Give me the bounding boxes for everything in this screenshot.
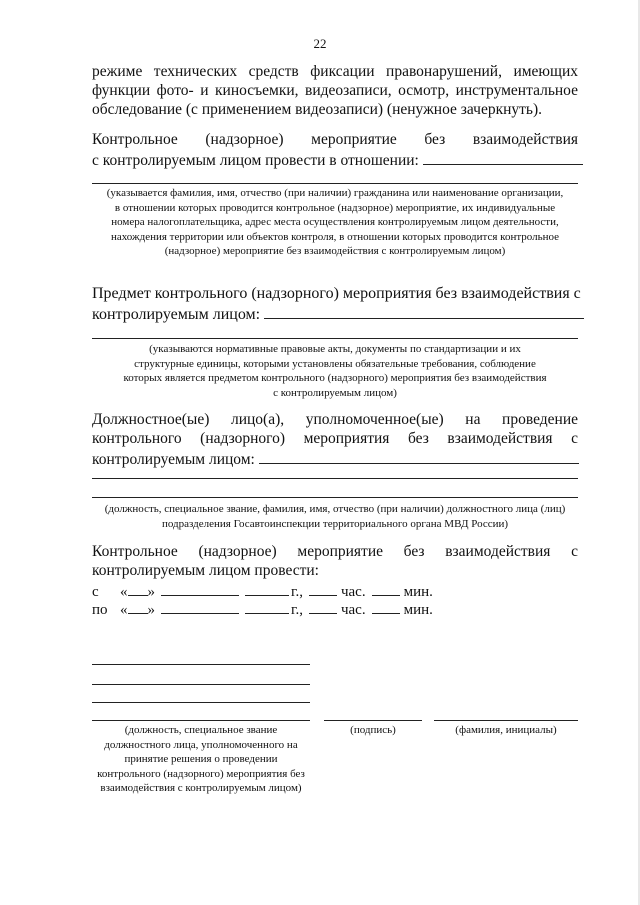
section4-text-1: Контрольное (надзорное) мероприятие без взаимодействия с — [92, 543, 578, 560]
to-day-field[interactable] — [128, 598, 148, 614]
section2-text-1: Предмет контрольного (надзорного) мероприятия без взаимодействия с — [92, 285, 581, 302]
signature-position-line-2[interactable] — [92, 684, 310, 685]
from-day-field[interactable] — [128, 580, 148, 596]
section3-text-2: контрольного (надзорного) мероприятия без взаимодействия с — [92, 430, 578, 447]
from-minute-field[interactable] — [372, 580, 400, 596]
signature-line[interactable] — [324, 720, 422, 721]
to-year-suffix: г., — [291, 602, 303, 618]
section3-underline-2[interactable] — [92, 497, 578, 498]
section1-line-1 — [92, 130, 578, 149]
intro-line-3: обследование (с применением видеозаписи) (ненужное зачеркнуть). — [92, 101, 543, 118]
to-month-field[interactable] — [161, 598, 239, 614]
intro-line-2 — [92, 81, 578, 100]
section2-subject-field[interactable] — [264, 303, 584, 319]
signature-position-caption: (должность, специальное звание должностного лица, уполномоченного на принятие решения о проведении контрольного (надзорного) мероприятия без взаимодействия с контролируемым лицом) — [97, 724, 305, 794]
name-initials-line[interactable] — [434, 720, 578, 721]
from-hour-field[interactable] — [309, 580, 337, 596]
section3-caption: (должность, специальное звание, фамилия, имя, отчество (при наличии) должностного лица (лиц) подразделения Госавтоинспекции территориального органа МВД России) — [104, 503, 566, 530]
signature-caption: (подпись) — [350, 724, 396, 736]
to-label: по — [92, 602, 108, 618]
section1-caption: (указывается фамилия, имя, отчество (при наличии) гражданина или наименование организации, в отношении которых проводится контрольное (надзорное) мероприятие, их индивидуальные номера налогоплательщика, адрес места осуществления контролируемым лицом деятельности, нахождения территории или объектов контроля, в отношении которых проводится контрольное (надзорное) мероприятие без взаимодействия с контролируемым лицом) — [106, 187, 564, 257]
section1-line-2 — [92, 149, 578, 170]
section4-paragraph — [92, 542, 578, 580]
page-number: 22 — [313, 36, 327, 51]
intro-text-2: функции фото- и киносъемки, видеозаписи, осмотр, инструментальное — [92, 82, 578, 99]
section4-text-2: контролируемым лицом провести: — [92, 562, 319, 579]
section3-underline-1[interactable] — [92, 478, 578, 479]
to-hour-label: час. — [340, 602, 366, 618]
section3-paragraph — [92, 410, 578, 469]
section3-official-field[interactable] — [259, 448, 579, 464]
section3-line-1 — [92, 410, 578, 429]
section2-caption: (указываются нормативные правовые акты, документы по стандартизации и их структурные единицы, которыми установлены обязательные требования, соблюдение которых является предметом контрольного (надзорного) мероприятия без взаимодействия с контролируемым лицом) — [123, 343, 547, 399]
section1-text-2: с контролируемым лицом провести в отношении: — [92, 152, 419, 169]
from-month-field[interactable] — [161, 580, 239, 596]
to-minute-field[interactable] — [372, 598, 400, 614]
section3-text-1: Должностное(ые) лицо(а), уполномоченное(ые) на проведение — [92, 411, 578, 428]
from-year-suffix: г., — [291, 584, 303, 600]
section2-text-2: контролируемым лицом: — [92, 306, 261, 323]
from-hour-label: час. — [340, 584, 366, 600]
section2-underline[interactable] — [92, 338, 578, 339]
section1-underline[interactable] — [92, 183, 578, 184]
signature-position-line-3[interactable] — [92, 702, 310, 703]
from-quote-open: « — [120, 584, 128, 600]
from-quote-close: » — [147, 584, 155, 600]
from-minute-label: мин. — [403, 584, 433, 600]
section4-line-1 — [92, 542, 578, 561]
to-quote-open: « — [120, 602, 128, 618]
intro-text-1: режиме технических средств фиксации правонарушений, имеющих — [92, 63, 578, 80]
to-year-field[interactable] — [245, 598, 289, 614]
to-quote-close: » — [147, 602, 155, 618]
section3-line-3 — [92, 448, 578, 469]
to-minute-label: мин. — [403, 602, 433, 618]
section3-text-3: контролируемым лицом: — [92, 451, 255, 468]
signature-position-line-1[interactable] — [92, 664, 310, 665]
intro-line-1 — [92, 62, 578, 81]
section1-paragraph — [92, 130, 578, 170]
from-label: с — [92, 584, 99, 600]
section2-paragraph — [92, 284, 581, 324]
from-year-field[interactable] — [245, 580, 289, 596]
section1-text-1: Контрольное (надзорное) мероприятие без взаимодействия — [92, 131, 578, 148]
section2-line-2 — [92, 303, 578, 324]
intro-paragraph — [92, 62, 578, 119]
name-initials-caption: (фамилия, инициалы) — [455, 724, 557, 736]
section1-subject-field[interactable] — [423, 149, 583, 165]
date-to-row — [92, 598, 433, 619]
signature-position-line-4[interactable] — [92, 720, 310, 721]
section3-line-2 — [92, 429, 578, 448]
section2-line-1 — [92, 284, 581, 303]
to-hour-field[interactable] — [309, 598, 337, 614]
